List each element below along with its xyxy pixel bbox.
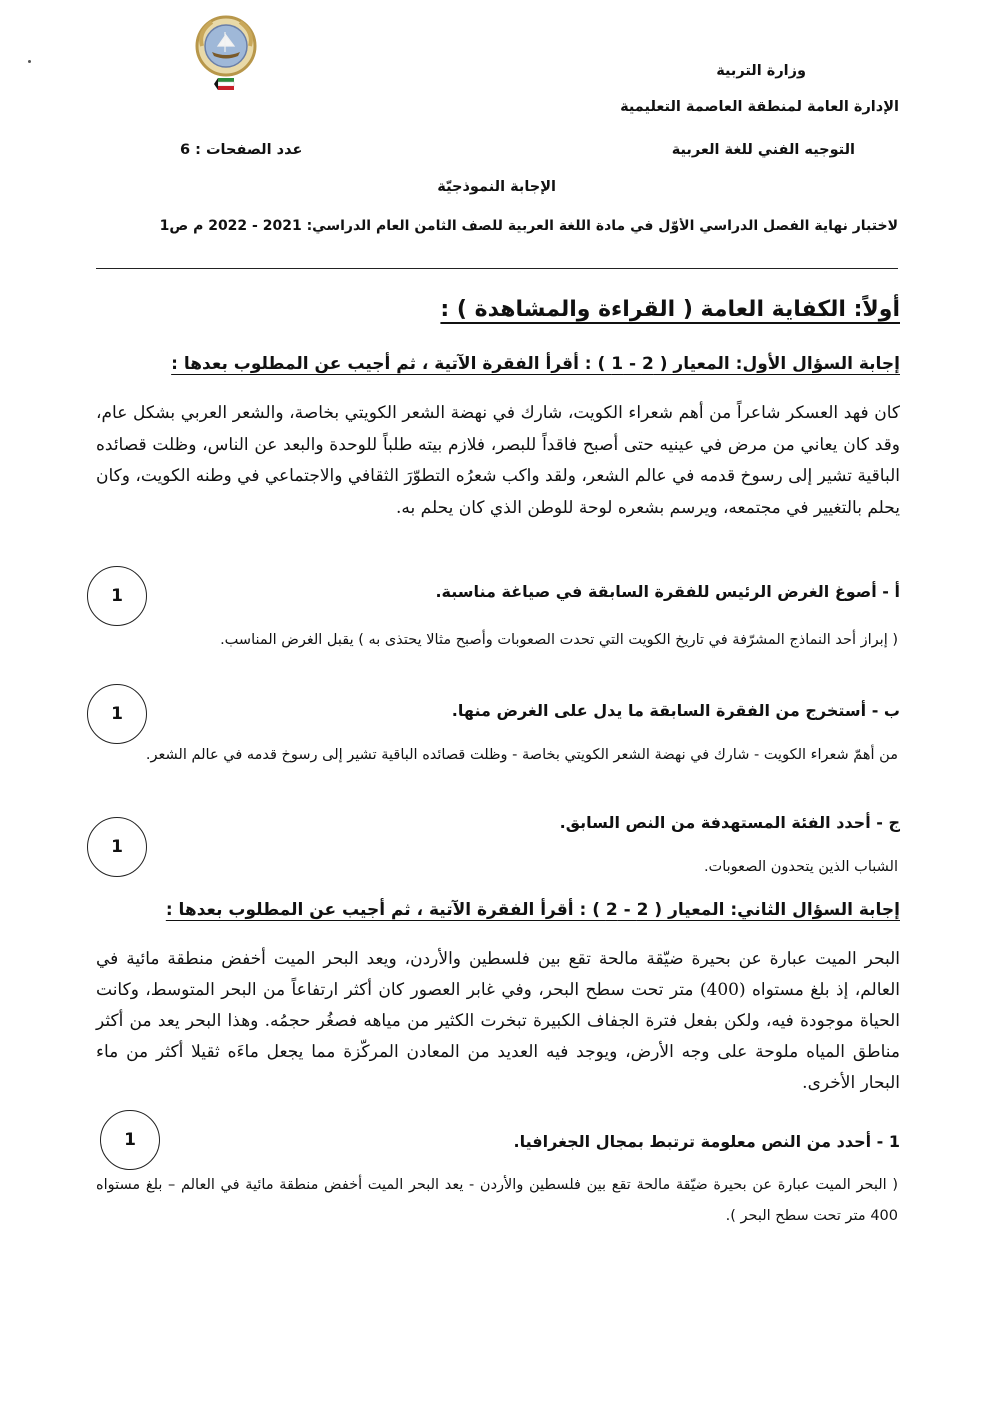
question-2-heading: إجابة السؤال الثاني: المعيار ( 2 - 2 ) : أقرأ الفقرة الآتية ، ثم أجيب عن المطلوب بعدها : <box>165 900 900 920</box>
question-2-1-label: 1 - أحدد من النص معلومة ترتبط بمجال الجغرافيا. <box>513 1132 900 1151</box>
directorate-name: الإدارة العامة لمنطقة العاصمة التعليمية <box>620 99 899 115</box>
question-1-heading: إجابة السؤال الأول: المعيار ( 2 - 1 ) : أقرأ الفقرة الآتية ، ثم أجيب عن المطلوب بعدها : <box>171 354 900 374</box>
question-1a-answer: ( إبراز أحد النماذج المشرّفة في تاريخ الكويت التي تحدت الصعوبات وأصبح مثالا يحتذى به ) يقبل الغرض المناسب. <box>220 632 898 648</box>
scan-speck <box>28 60 31 63</box>
question-1a-score: 1 <box>87 566 147 626</box>
page-count: عدد الصفحات : 6 <box>180 142 303 158</box>
section-title: أولاً: الكفاية العامة ( القراءة والمشاهدة ) : <box>440 297 900 322</box>
question-1b-label: ب - أستخرج من الفقرة السابقة ما يدل على الغرض منها. <box>451 701 900 720</box>
question-2-1-score: 1 <box>100 1110 160 1170</box>
kuwait-emblem-icon <box>188 12 264 96</box>
document-title: الإجابة النموذجيّة <box>437 179 556 195</box>
question-2-1-answer: ( البحر الميت عبارة عن بحيرة ضيّقة مالحة تقع بين فلسطين والأردن - يعد البحر الميت أخفض منطقة مائية في العالم – بلغ مستواه 400 متر تحت سطح البحر ). <box>96 1177 898 1224</box>
question-1b-score: 1 <box>87 684 147 744</box>
question-1-passage: كان فهد العسكر شاعراً من أهم شعراء الكويت، شارك في نهضة الشعر الكويتي بخاصة، والشعر العربي بشكل عام، وقد كان يعاني من مرض في عينيه حتى أصبح فاقداً للبصر، فلازم بيته طلباً للوحدة والبعد عن الناس، وظلت قصائده الباقية تشير إلى رسوخ قدمه في عالم الشعر، ولقد واكب شعرُه التطوّرَ الثقافي والاجتماعي في وطنه الكويت، وكان يحلم بالتغيير في مجتمعه، ويرسم بشعره لوحة للوطن الذي كان يحلم به. <box>96 403 900 518</box>
question-1b-answer: من أهمّ شعراء الكويت - شارك في نهضة الشعر الكويتي بخاصة - وظلت قصائده الباقية تشير إلى رسوخ قدمه في عالم الشعر. <box>145 747 898 763</box>
question-1c-label: ج - أحدد الفئة المستهدفة من النص السابق. <box>559 813 900 832</box>
question-1a-label: أ - أصوغ الغرض الرئيس للفقرة السابقة في صياغة مناسبة. <box>435 582 900 601</box>
exam-details: لاختبار نهاية الفصل الدراسي الأوّل في مادة اللغة العربية للصف الثامن العام الدراسي: 2021 - 2022 م ص1 <box>159 218 898 234</box>
question-2-passage: البحر الميت عبارة عن بحيرة ضيّقة مالحة تقع بين فلسطين والأردن، ويعد البحر الميت أخفض منطقة مائية في العالم، إذ بلغ مستواه (400) متر تحت سطح البحر، وفي غابر العصور كان أكثر ارتفاعاً من البحر المتوسط، وكانت الحياة موجودة فيه، ولكن بفعل فترة الجفاف الكبيرة تبخرت الكثير من مياهه فصغُر حجمُه. وهذا البحر يعد من أكثر مناطق المياه ملوحة على وجه الأرض، ويوجد فيه العديد من المعادن المركّزة مما يجعل ماءَه ثقيلا أكثر من ماء البحار الأخرى. <box>96 949 900 1093</box>
supervision-name: التوجيه الفني للغة العربية <box>671 142 855 158</box>
header-divider <box>96 268 898 269</box>
question-1c-score: 1 <box>87 817 147 877</box>
question-1c-answer: الشباب الذين يتحدون الصعوبات. <box>703 859 898 875</box>
ministry-name: وزارة التربية <box>716 63 806 79</box>
